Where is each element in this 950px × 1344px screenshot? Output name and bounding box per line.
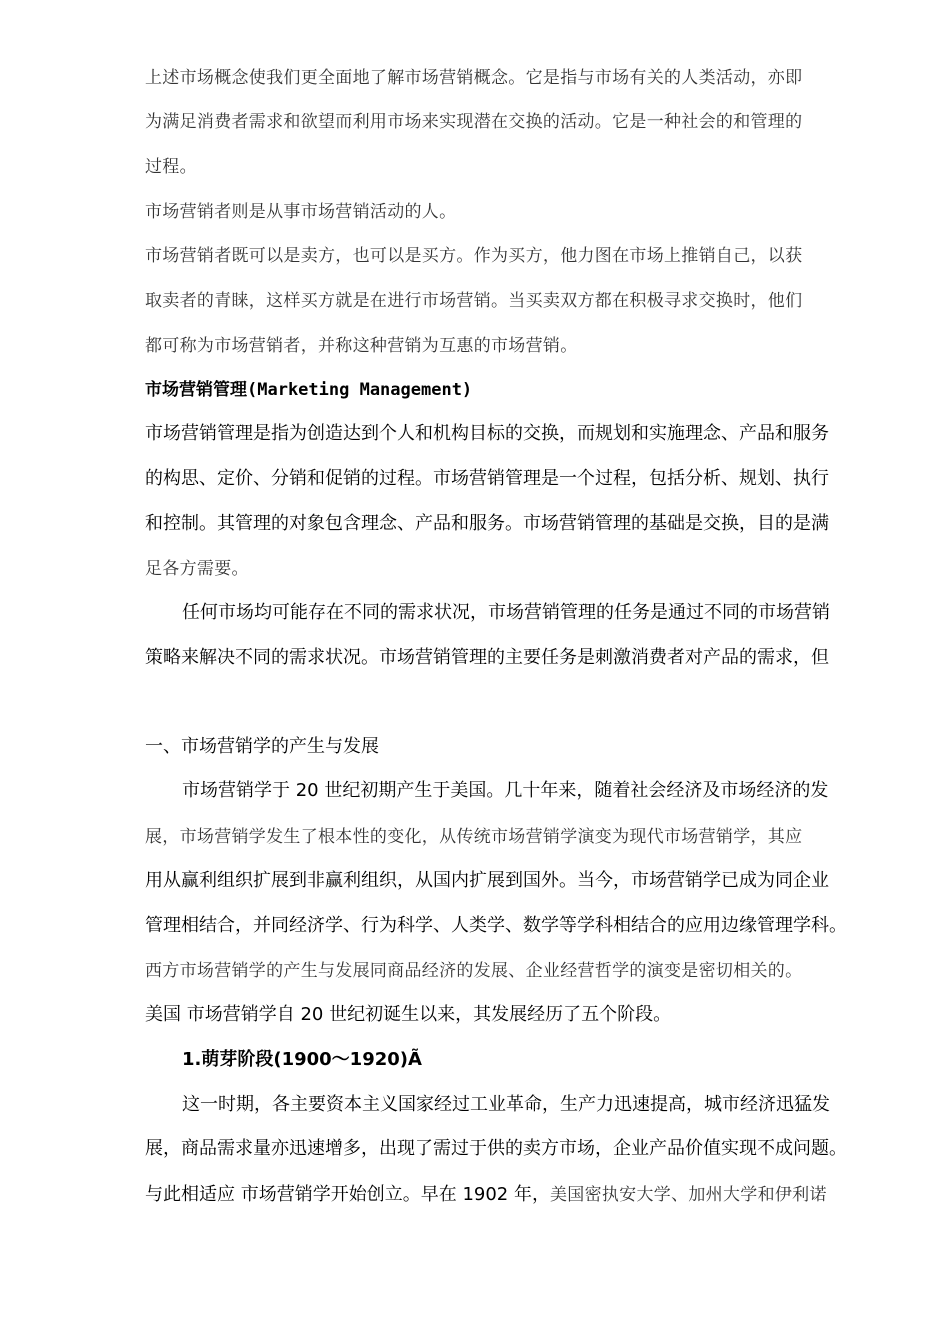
p4-line-1: 市场营销管理是指为创造达到个人和机构目标的交换，而规划和实施理念、产品和服务 bbox=[145, 423, 829, 444]
p6-line-2: 展，市场营销学发生了根本性的变化，从传统市场营销学演变为现代市场营销学，其应 bbox=[145, 827, 803, 847]
p4-line-4: 足各方需要。 bbox=[145, 559, 249, 579]
p1-line-1: 上述市场概念使我们更全面地了解市场营销概念。它是指与市场有关的人类活动，亦即 bbox=[145, 68, 803, 88]
p7-line-2: 展，商品需求量亦迅速增多，出现了需过于供的卖方市场，企业产品价值实现不成问题。 bbox=[145, 1138, 847, 1159]
p1-line-3: 过程。 bbox=[145, 157, 197, 177]
heading-marketing-management: 市场营销管理(Marketing Management) bbox=[145, 380, 473, 400]
p7-line-3-part-a: 与此相适应 市场营销学开始创立。早在 1902 年， bbox=[145, 1184, 550, 1205]
p4-line-2: 的构思、定价、分销和促销的过程。市场营销管理是一个过程，包括分析、规划、执行 bbox=[145, 468, 829, 489]
p3-line-3: 都可称为市场营销者，并称这种营销为互惠的市场营销。 bbox=[145, 336, 578, 356]
p6-line-4: 管理相结合，并同经济学、行为科学、人类学、数学等学科相结合的应用边缘管理学科。 bbox=[145, 915, 847, 936]
p6-line-1: 市场营销学于 20 世纪初期产生于美国。几十年来，随着社会经济及市场经济的发 bbox=[182, 780, 829, 801]
p7-line-3 bbox=[145, 1182, 827, 1206]
section-heading-1: 一、市场营销学的产生与发展 bbox=[145, 736, 379, 757]
p3-line-2: 取卖者的青睐，这样买方就是在进行市场营销。当买卖双方都在积极寻求交换时，他们 bbox=[145, 291, 803, 311]
p5-line-1: 任何市场均可能存在不同的需求状况，市场营销管理的任务是通过不同的市场营销 bbox=[182, 602, 830, 623]
p6-line-3: 用从赢利组织扩展到非赢利组织，从国内扩展到国外。当今，市场营销学已成为同企业 bbox=[145, 870, 829, 891]
p3-line-1: 市场营销者既可以是卖方，也可以是买方。作为买方，他力图在市场上推销自己，以获 bbox=[145, 246, 803, 266]
p6-line-6: 美国 市场营销学自 20 世纪初诞生以来，其发展经历了五个阶段。 bbox=[145, 1004, 672, 1025]
stage-heading-1: 1.萌芽阶段(1900～1920)Ã bbox=[182, 1049, 422, 1070]
p1-line-2: 为满足消费者需求和欲望而利用市场来实现潜在交换的活动。它是一种社会的和管理的 bbox=[145, 112, 803, 132]
p6-line-5: 西方市场营销学的产生与发展同商品经济的发展、企业经营哲学的演变是密切相关的。 bbox=[145, 961, 803, 981]
p5-line-2: 策略来解决不同的需求状况。市场营销管理的主要任务是刺激消费者对产品的需求，但 bbox=[145, 647, 829, 668]
p7-line-1: 这一时期，各主要资本主义国家经过工业革命，生产力迅速提高，城市经济迅猛发 bbox=[182, 1094, 830, 1115]
p7-line-3-part-b: 美国密执安大学、加州大学和伊利诺 bbox=[549, 1185, 827, 1205]
p4-line-3: 和控制。其管理的对象包含理念、产品和服务。市场营销管理的基础是交换，目的是满 bbox=[145, 513, 829, 534]
p2-line-1: 市场营销者则是从事市场营销活动的人。 bbox=[145, 202, 457, 222]
